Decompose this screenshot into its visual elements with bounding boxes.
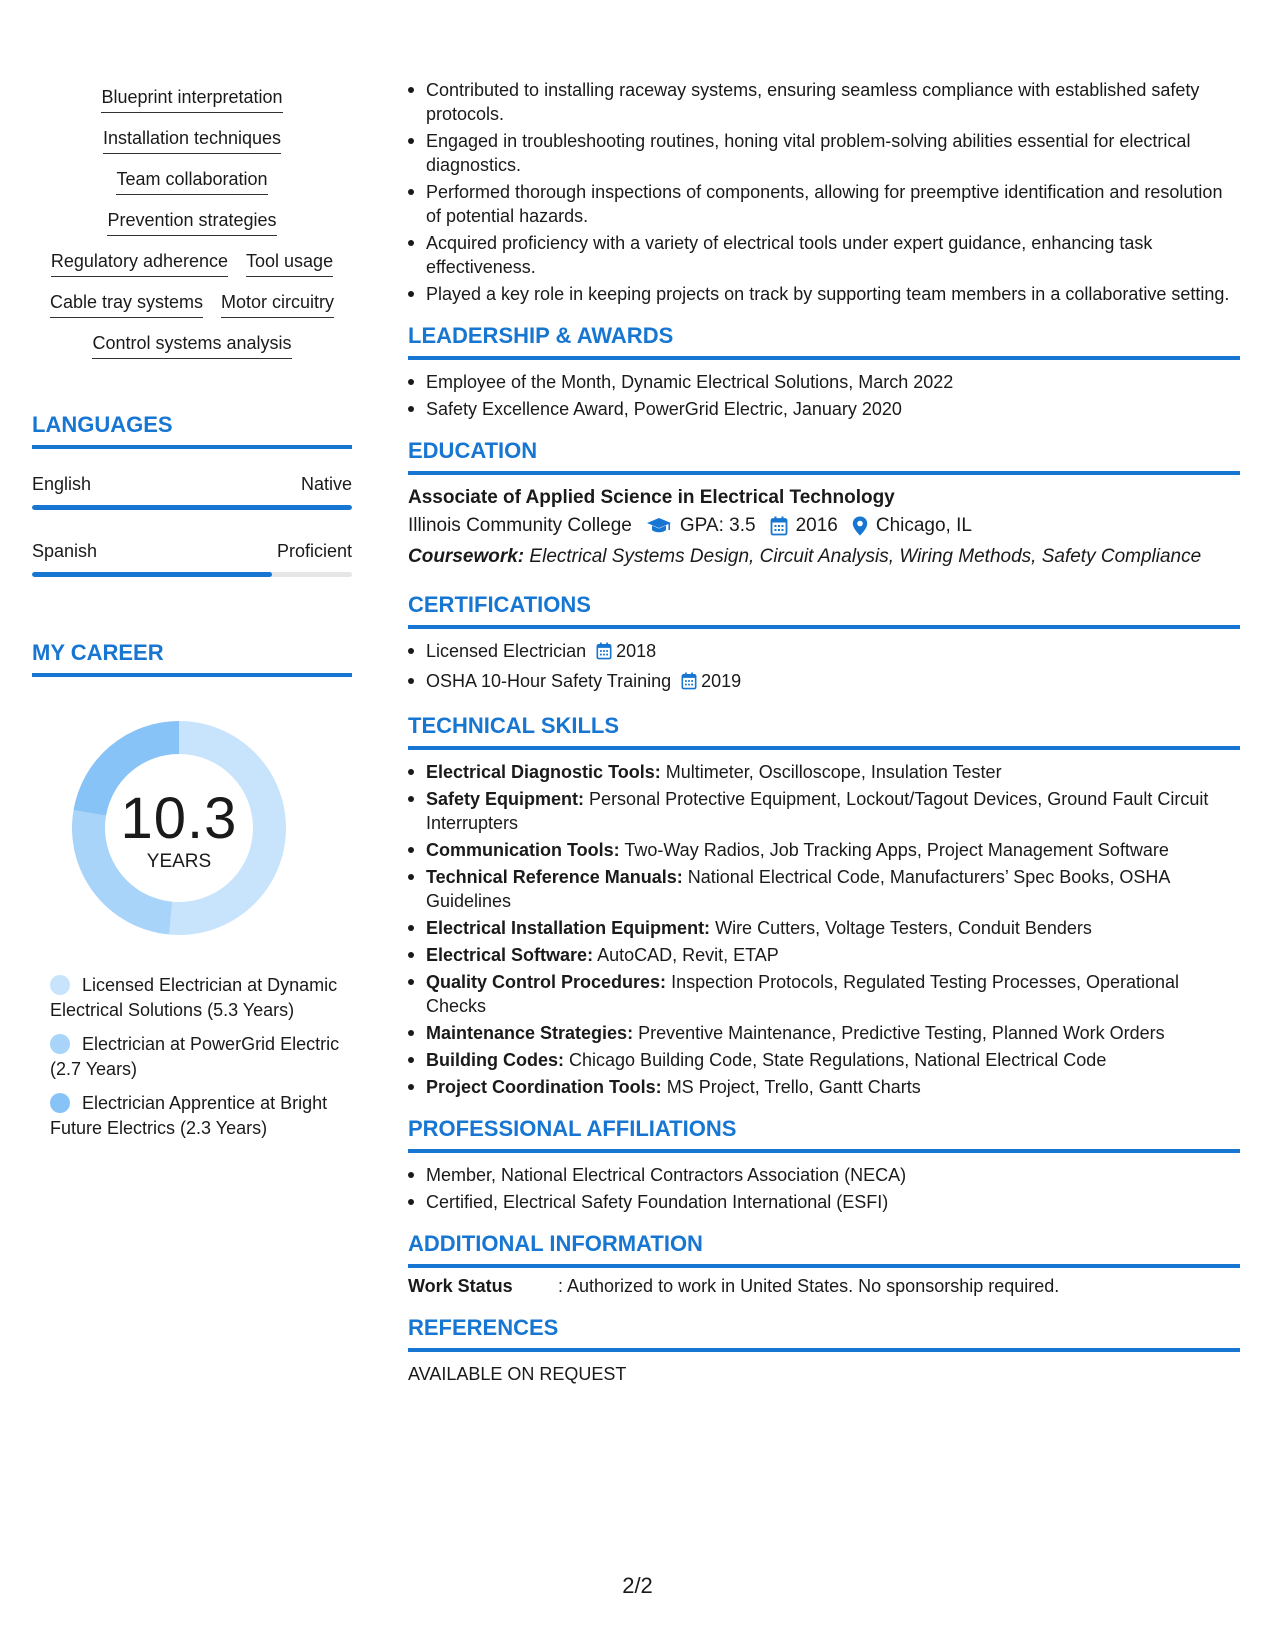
career-legend bbox=[32, 973, 352, 1140]
career-donut-chart bbox=[66, 715, 292, 941]
technical-skill-item bbox=[426, 787, 1240, 835]
career-legend-item bbox=[32, 1091, 352, 1140]
edu-gpa: GPA: 3.5 bbox=[679, 515, 756, 536]
language-level: Native bbox=[300, 474, 352, 494]
career-legend-item bbox=[32, 973, 352, 1022]
calendar-icon bbox=[596, 642, 612, 666]
technical-skill-category: Project Coordination Tools: bbox=[426, 1077, 662, 1097]
additional-info-title: ADDITIONAL INFORMATION bbox=[408, 1230, 1240, 1268]
technical-skill-values: Two-Way Radios, Job Tracking Apps, Project Management Software bbox=[624, 840, 1169, 860]
technical-skills-title: TECHNICAL SKILLS bbox=[408, 712, 1240, 750]
technical-skill-values: Inspection Protocols, Regulated Testing Processes, Operational Checks bbox=[426, 972, 1180, 1016]
certification-year: 2018 bbox=[616, 641, 657, 661]
skill-tag: Control systems analysis bbox=[92, 332, 291, 359]
technical-skill-item bbox=[426, 970, 1240, 1018]
affiliation-item: Member, National Electrical Contractors Association (NECA) bbox=[426, 1163, 1240, 1187]
skills-row bbox=[32, 127, 352, 154]
left-column bbox=[32, 86, 352, 1150]
technical-skill-item bbox=[426, 916, 1240, 940]
leadership-section bbox=[408, 322, 1240, 421]
technical-skill-category: Electrical Software: bbox=[426, 945, 594, 965]
career-total: 10.3 bbox=[120, 786, 238, 851]
edu-year: 2016 bbox=[795, 515, 838, 536]
technical-skill-values: MS Project, Trello, Gantt Charts bbox=[666, 1077, 921, 1097]
career-legend-text: Electrician Apprentice at Bright Future Electrics (2.3 Years) bbox=[50, 1093, 328, 1138]
skill-tag: Blueprint interpretation bbox=[101, 86, 282, 113]
skills-row bbox=[32, 168, 352, 195]
technical-skill-values: AutoCAD, Revit, ETAP bbox=[597, 945, 779, 965]
certifications-title: CERTIFICATIONS bbox=[408, 591, 1240, 629]
experience-bullet: Played a key role in keeping projects on track by supporting team members in a collaborative setting. bbox=[426, 282, 1240, 306]
certification-item bbox=[426, 639, 1240, 666]
technical-skill-category: Maintenance Strategies: bbox=[426, 1023, 634, 1043]
language-level: Proficient bbox=[276, 541, 352, 561]
technical-skill-category: Building Codes: bbox=[426, 1050, 564, 1070]
additional-info-section bbox=[408, 1230, 1240, 1298]
skill-tag: Cable tray systems bbox=[50, 291, 203, 318]
edu-details bbox=[408, 511, 1240, 541]
skills-row bbox=[32, 332, 352, 359]
edu-location: Chicago, IL bbox=[875, 515, 972, 536]
experience-bullets bbox=[408, 78, 1240, 306]
affiliations-title: PROFESSIONAL AFFILIATIONS bbox=[408, 1115, 1240, 1153]
certifications-list bbox=[408, 639, 1240, 696]
certification-year: 2019 bbox=[701, 671, 742, 691]
skill-tag: Regulatory adherence bbox=[51, 250, 228, 277]
languages-list bbox=[32, 473, 352, 577]
education-section bbox=[408, 437, 1240, 569]
affiliation-item: Certified, Electrical Safety Foundation International (ESFI) bbox=[426, 1190, 1240, 1214]
skill-tag: Tool usage bbox=[246, 250, 333, 277]
edu-coursework bbox=[408, 545, 1240, 569]
references-title: REFERENCES bbox=[408, 1314, 1240, 1352]
technical-skills-list bbox=[408, 760, 1240, 1099]
work-status-label: Work Status bbox=[408, 1276, 513, 1296]
leadership-title: LEADERSHIP & AWARDS bbox=[408, 322, 1240, 360]
languages-title: LANGUAGES bbox=[32, 411, 352, 449]
language-item bbox=[32, 540, 352, 577]
technical-skill-values: National Electrical Code, Manufacturers’ Spec Books, OSHA Guidelines bbox=[426, 867, 1170, 911]
language-level-bar bbox=[32, 572, 352, 577]
career-legend-item bbox=[32, 1032, 352, 1081]
career-unit: YEARS bbox=[146, 851, 212, 872]
technical-skill-values: Chicago Building Code, State Regulations, National Electrical Code bbox=[569, 1050, 1107, 1070]
award-item: Employee of the Month, Dynamic Electrical Solutions, March 2022 bbox=[426, 370, 1240, 394]
skills-list bbox=[32, 86, 352, 359]
language-level-fill bbox=[32, 572, 272, 577]
language-level-bar bbox=[32, 505, 352, 510]
skill-tag: Motor circuitry bbox=[221, 291, 334, 318]
skills-row bbox=[32, 86, 352, 113]
career-legend-dot bbox=[50, 975, 70, 995]
affiliations-list bbox=[408, 1163, 1240, 1214]
experience-bullet: Engaged in troubleshooting routines, honing vital problem-solving abilities essential for electrical diagnostics. bbox=[426, 129, 1240, 177]
edu-school: Illinois Community College bbox=[408, 515, 632, 536]
experience-bullet: Acquired proficiency with a variety of electrical tools under expert guidance, enhancing task effectiveness. bbox=[426, 231, 1240, 279]
technical-skill-item bbox=[426, 1021, 1240, 1045]
technical-skill-item bbox=[426, 838, 1240, 862]
career-legend-text: Electrician at PowerGrid Electric (2.7 Years) bbox=[50, 1034, 340, 1079]
technical-skill-values: Multimeter, Oscilloscope, Insulation Tester bbox=[665, 762, 1002, 782]
graduation-cap-icon bbox=[646, 517, 672, 535]
skill-tag: Prevention strategies bbox=[107, 209, 276, 236]
calendar-icon bbox=[681, 672, 697, 696]
page-number: 2/2 bbox=[622, 1573, 653, 1598]
language-name: English bbox=[32, 474, 92, 494]
technical-skill-category: Electrical Installation Equipment: bbox=[426, 918, 711, 938]
career-legend-dot bbox=[50, 1034, 70, 1054]
education-title: EDUCATION bbox=[408, 437, 1240, 475]
technical-skill-item bbox=[426, 1075, 1240, 1099]
certifications-section bbox=[408, 591, 1240, 696]
skill-tag: Team collaboration bbox=[116, 168, 267, 195]
work-status-row bbox=[408, 1274, 1240, 1298]
coursework-text: Electrical Systems Design, Circuit Analysis, Wiring Methods, Safety Compliance bbox=[529, 546, 1202, 567]
language-level-fill bbox=[32, 505, 352, 510]
language-name: Spanish bbox=[32, 541, 98, 561]
skill-tag: Installation techniques bbox=[103, 127, 281, 154]
technical-skill-category: Safety Equipment: bbox=[426, 789, 585, 809]
technical-skill-values: Personal Protective Equipment, Lockout/Tagout Devices, Ground Fault Circuit Interrupters bbox=[426, 789, 1209, 833]
technical-skill-category: Quality Control Procedures: bbox=[426, 972, 667, 992]
technical-skill-category: Electrical Diagnostic Tools: bbox=[426, 762, 661, 782]
affiliations-section bbox=[408, 1115, 1240, 1214]
location-pin-icon bbox=[852, 516, 868, 536]
certification-name: Licensed Electrician bbox=[426, 641, 587, 661]
language-row bbox=[32, 473, 352, 495]
technical-skill-item bbox=[426, 760, 1240, 784]
award-item: Safety Excellence Award, PowerGrid Electric, January 2020 bbox=[426, 397, 1240, 421]
right-column bbox=[408, 78, 1240, 1386]
edu-degree: Associate of Applied Science in Electrical Technology bbox=[408, 487, 895, 508]
career-legend-dot bbox=[50, 1093, 70, 1113]
coursework-label: Coursework: bbox=[408, 546, 525, 567]
technical-skill-values: Preventive Maintenance, Predictive Testing, Planned Work Orders bbox=[638, 1023, 1165, 1043]
technical-skill-values: Wire Cutters, Voltage Testers, Conduit Benders bbox=[715, 918, 1092, 938]
references-text: AVAILABLE ON REQUEST bbox=[408, 1364, 627, 1384]
career-title: MY CAREER bbox=[32, 639, 352, 677]
work-status-value: : Authorized to work in United States. No sponsorship required. bbox=[558, 1276, 1060, 1296]
references-section bbox=[408, 1314, 1240, 1386]
certification-name: OSHA 10-Hour Safety Training bbox=[426, 671, 672, 691]
technical-skill-category: Technical Reference Manuals: bbox=[426, 867, 683, 887]
skills-row bbox=[32, 250, 352, 277]
calendar-icon bbox=[770, 516, 788, 536]
experience-bullet: Performed thorough inspections of components, allowing for preemptive identification and resolution of potential hazards. bbox=[426, 180, 1240, 228]
skills-row bbox=[32, 291, 352, 318]
technical-skill-item bbox=[426, 865, 1240, 913]
certification-item bbox=[426, 669, 1240, 696]
technical-skill-item bbox=[426, 1048, 1240, 1072]
technical-skills-section bbox=[408, 712, 1240, 1099]
technical-skill-category: Communication Tools: bbox=[426, 840, 620, 860]
leadership-list bbox=[408, 370, 1240, 421]
career-legend-text: Licensed Electrician at Dynamic Electrical Solutions (5.3 Years) bbox=[50, 975, 338, 1020]
technical-skill-item bbox=[426, 943, 1240, 967]
language-item bbox=[32, 473, 352, 510]
experience-bullet: Contributed to installing raceway systems, ensuring seamless compliance with established safety protocols. bbox=[426, 78, 1240, 126]
skills-row bbox=[32, 209, 352, 236]
language-row bbox=[32, 540, 352, 562]
